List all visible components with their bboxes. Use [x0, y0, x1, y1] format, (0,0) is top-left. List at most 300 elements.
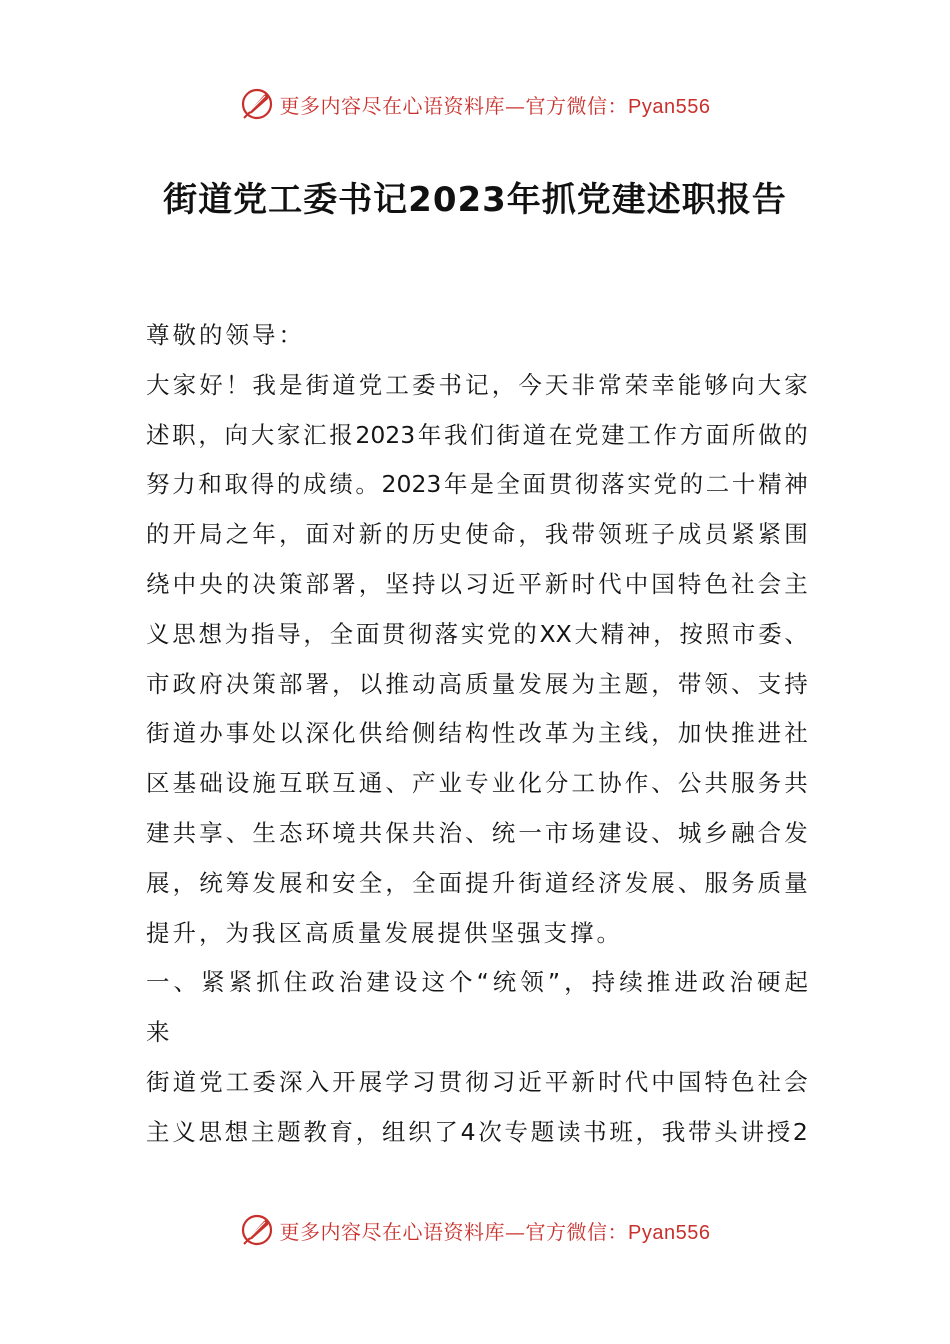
glyph: 神: [784, 470, 808, 499]
glyph: 供: [358, 719, 383, 748]
glyph: 中: [651, 1067, 675, 1096]
glyph: 委: [758, 619, 782, 648]
glyph: 题: [624, 669, 649, 698]
glyph: 织: [408, 1117, 432, 1146]
glyph: 们: [470, 420, 494, 449]
glyph: 升: [491, 868, 516, 897]
glyph: 协: [598, 769, 622, 798]
glyph: 决: [252, 569, 276, 598]
glyph: 道: [172, 719, 197, 748]
glyph: 个: [449, 968, 473, 997]
glyph: 社: [784, 719, 808, 748]
glyph: 力: [172, 470, 196, 499]
glyph: 时: [598, 1067, 622, 1096]
glyph: ，: [172, 868, 197, 897]
glyph: 工: [571, 769, 595, 798]
glyph: 发: [624, 868, 649, 897]
glyph: 互: [332, 769, 356, 798]
glyph: 署: [305, 669, 330, 698]
glyph: 史: [438, 520, 463, 549]
glyph: 全: [329, 619, 354, 648]
glyph: 处: [252, 719, 276, 748]
glyph: ，: [651, 719, 675, 748]
glyph: 中: [172, 569, 197, 598]
glyph: 主: [598, 719, 622, 748]
footer-banner-text: [280, 1216, 711, 1245]
quill-logo-icon: [240, 1213, 274, 1247]
glyph: 我: [444, 420, 468, 449]
glyph: 务: [731, 868, 755, 897]
glyph: 非: [571, 370, 595, 399]
glyph: 今: [518, 370, 542, 399]
glyph: 面: [522, 470, 547, 499]
glyph: 、: [173, 968, 198, 997]
body-line: [146, 709, 808, 759]
glyph: 年: [444, 470, 468, 499]
glyph: 一: [146, 968, 170, 997]
glyph: 这: [421, 968, 445, 997]
glyph: 义: [172, 1117, 196, 1146]
glyph: 落: [601, 470, 625, 499]
glyph: 道: [522, 420, 547, 449]
glyph: 习: [491, 1067, 516, 1096]
glyph: 化: [518, 769, 542, 798]
glyph: 领: [520, 968, 544, 997]
glyph: 面: [705, 420, 730, 449]
glyph: ，: [635, 1117, 660, 1146]
glyph: 记: [465, 370, 489, 399]
glyph: 十: [731, 470, 756, 499]
glyph: “: [476, 968, 489, 997]
glyph: 为: [571, 669, 595, 698]
glyph: 道: [544, 868, 569, 897]
glyph: 署: [332, 569, 356, 598]
glyph: ，: [303, 619, 327, 648]
glyph: 精: [758, 470, 782, 499]
glyph: 员: [704, 520, 728, 549]
glyph: 按: [679, 619, 703, 648]
glyph: 发: [784, 818, 808, 847]
glyph: 天: [544, 370, 569, 399]
glyph: 全: [411, 868, 436, 897]
glyph: 部: [305, 569, 330, 598]
glyph: 指: [250, 619, 275, 648]
glyph: ，: [198, 420, 222, 449]
glyph: 紧: [201, 968, 225, 997]
glyph: 次: [478, 1117, 502, 1146]
glyph: 贯: [438, 1067, 463, 1096]
glyph: 之: [225, 520, 250, 549]
glyph: 持: [591, 968, 616, 997]
glyph: 支: [757, 669, 782, 698]
glyph: 侧: [411, 719, 436, 748]
glyph: 工: [225, 1067, 250, 1096]
glyph: 设: [225, 769, 250, 798]
glyph: 对: [332, 520, 356, 549]
glyph: 实: [460, 619, 485, 648]
glyph: 市: [146, 669, 170, 698]
glyph: 、: [784, 619, 808, 648]
glyph: 组: [381, 1117, 406, 1146]
glyph: 成: [677, 520, 702, 549]
glyph: 专: [465, 769, 489, 798]
glyph: 委: [252, 1067, 276, 1096]
glyph: 进: [674, 968, 698, 997]
glyph: 方: [679, 420, 704, 449]
glyph: 政: [172, 669, 197, 698]
glyph: 道: [172, 1067, 197, 1096]
glyph: 保: [385, 818, 409, 847]
glyph: 量: [784, 868, 808, 897]
glyph: 、: [651, 818, 675, 847]
glyph: 展: [358, 1067, 383, 1096]
glyph: 提: [465, 868, 489, 897]
glyph: 向: [224, 420, 249, 449]
header-banner-cn: 更多内容尽在心语资料库—官方微信：: [279, 93, 629, 118]
glyph: 以: [438, 569, 463, 598]
glyph: 展: [651, 868, 675, 897]
glyph: 色: [704, 569, 728, 598]
glyph: 题: [277, 1117, 301, 1146]
glyph: 面: [305, 520, 330, 549]
glyph: 是: [278, 370, 303, 399]
glyph: 施: [252, 769, 276, 798]
glyph: 国: [677, 1067, 702, 1096]
glyph: 济: [598, 868, 622, 897]
glyph: 家: [784, 370, 808, 399]
glyph: 统: [492, 968, 517, 997]
glyph: 续: [619, 968, 643, 997]
glyph: 为: [224, 619, 249, 648]
glyph: 革: [544, 719, 569, 748]
glyph: 作: [653, 420, 677, 449]
glyph: 主: [598, 669, 622, 698]
body-line: [146, 460, 808, 510]
body-line: [146, 1058, 808, 1108]
glyph: 建: [601, 420, 625, 449]
glyph: 平: [518, 569, 542, 598]
glyph: 政: [311, 968, 335, 997]
glyph: 、: [651, 769, 675, 798]
glyph: 事: [225, 719, 250, 748]
glyph: 委: [411, 370, 436, 399]
glyph: 发: [252, 868, 276, 897]
glyph: 业: [491, 769, 516, 798]
glyph: 贯: [548, 470, 573, 499]
glyph: 安: [332, 868, 356, 897]
glyph: 质: [465, 669, 489, 698]
glyph: 生: [252, 818, 276, 847]
glyph: 彻: [465, 1067, 489, 1096]
glyph: 政: [701, 968, 726, 997]
body-line: [146, 759, 808, 809]
document-body: [146, 311, 808, 1158]
glyph: 进: [757, 719, 782, 748]
glyph: 我: [544, 520, 569, 549]
glyph: 办: [199, 719, 223, 748]
glyph: 加: [677, 719, 702, 748]
glyph: 动: [411, 669, 436, 698]
glyph: 我: [661, 1117, 686, 1146]
glyph: 街: [518, 868, 542, 897]
glyph: 的: [225, 569, 250, 598]
quill-logo-icon: [240, 87, 274, 121]
body-line: [146, 859, 808, 909]
glyph: 紧: [757, 520, 782, 549]
glyph: 统: [491, 818, 516, 847]
glyph: 国: [651, 569, 675, 598]
glyph: ”: [547, 968, 561, 997]
glyph: 成: [303, 470, 327, 499]
glyph: 我: [252, 370, 276, 399]
glyph: 荣: [624, 370, 649, 399]
glyph: 和: [198, 470, 222, 499]
glyph: 近: [491, 569, 516, 598]
footer-banner-wechat-id: Pyan556: [628, 1221, 711, 1244]
glyph: 构: [465, 719, 489, 748]
glyph: 得: [250, 470, 275, 499]
glyph: 社: [731, 569, 755, 598]
glyph: 筹: [225, 868, 250, 897]
glyph: 够: [704, 370, 728, 399]
glyph: 态: [278, 818, 303, 847]
glyph: 合: [757, 818, 782, 847]
glyph: 业: [438, 769, 463, 798]
glyph: 绩: [329, 470, 353, 499]
glyph: 享: [199, 818, 223, 847]
glyph: 街: [305, 370, 330, 399]
glyph: 全: [496, 470, 520, 499]
glyph: 策: [252, 669, 276, 698]
glyph: 取: [224, 470, 249, 499]
glyph: 府: [199, 669, 223, 698]
glyph: 全: [358, 868, 383, 897]
glyph: 主: [146, 1117, 170, 1146]
glyph: 、: [385, 769, 409, 798]
glyph: 推: [731, 719, 755, 748]
glyph: 在: [548, 420, 573, 449]
glyph: 党: [574, 420, 599, 449]
glyph: 面: [438, 868, 463, 897]
glyph: 快: [704, 719, 728, 748]
glyph: ，: [491, 370, 516, 399]
glyph: 神: [626, 619, 651, 648]
glyph: 社: [757, 1067, 782, 1096]
glyph: 落: [434, 619, 459, 648]
glyph: 新: [544, 569, 569, 598]
glyph: 抓: [256, 968, 280, 997]
glyph: 务: [757, 769, 782, 798]
glyph: 班: [609, 1117, 633, 1146]
glyph: 城: [677, 818, 702, 847]
footer-banner: [0, 1212, 950, 1248]
glyph: ，: [651, 669, 675, 698]
glyph: 统: [199, 868, 223, 897]
glyph: 报: [329, 420, 353, 449]
glyph: 一: [518, 818, 542, 847]
body-line: [146, 809, 808, 859]
glyph: 中: [624, 569, 649, 598]
document-title: 街道党工委书记2023年抓党建述职报告: [163, 180, 787, 220]
glyph: 贯: [382, 619, 406, 648]
glyph: 带: [688, 1117, 712, 1146]
body-line: [146, 510, 808, 560]
body-line: [146, 1108, 808, 1158]
glyph: 量: [491, 669, 516, 698]
glyph: 2023: [381, 470, 442, 499]
glyph: 线: [624, 719, 649, 748]
glyph: 市: [731, 619, 756, 648]
glyph: 主: [250, 1117, 275, 1146]
body-line: 提升，为我区高质量发展提供坚强支撑。: [146, 918, 623, 947]
glyph: 为: [571, 719, 595, 748]
body-line: [146, 660, 808, 710]
glyph: ，: [385, 868, 409, 897]
glyph: 照: [705, 619, 730, 648]
glyph: 实: [627, 470, 651, 499]
glyph: 大: [757, 370, 782, 399]
glyph: 决: [225, 669, 250, 698]
glyph: 和: [305, 868, 330, 897]
glyph: 大: [574, 619, 598, 648]
glyph: 深: [305, 719, 330, 748]
glyph: 展: [146, 868, 170, 897]
glyph: 公: [677, 769, 702, 798]
glyph: 色: [731, 1067, 755, 1096]
glyph: 区: [146, 769, 170, 798]
glyph: 班: [624, 520, 649, 549]
glyph: 共: [784, 769, 808, 798]
glyph: 部: [278, 669, 303, 698]
glyph: 、: [731, 669, 755, 698]
glyph: 习: [411, 1067, 436, 1096]
glyph: 策: [278, 569, 303, 598]
glyph: 性: [491, 719, 516, 748]
glyph: 头: [714, 1117, 738, 1146]
glyph: ，: [278, 520, 303, 549]
glyph: 的: [146, 520, 170, 549]
glyph: 、: [677, 868, 702, 897]
glyph: 建: [366, 968, 390, 997]
glyph: 义: [146, 619, 170, 648]
glyph: 融: [731, 818, 755, 847]
glyph: ，: [358, 569, 383, 598]
glyph: 新: [571, 1067, 595, 1096]
glyph: 使: [465, 520, 489, 549]
salutation: 尊敬的领导：: [146, 321, 305, 349]
glyph: ，: [355, 1117, 380, 1146]
glyph: 思: [172, 619, 196, 648]
section-heading-line: [146, 958, 808, 1008]
glyph: 分: [544, 769, 569, 798]
glyph: 给: [385, 719, 409, 748]
glyph: 产: [411, 769, 436, 798]
glyph: 的: [784, 420, 808, 449]
glyph: ，: [332, 669, 356, 698]
glyph: 家: [172, 370, 197, 399]
glyph: 共: [358, 818, 383, 847]
header-banner-wechat-id: Pyan556: [628, 95, 711, 118]
glyph: 家: [276, 420, 301, 449]
glyph: 讲: [740, 1117, 764, 1146]
glyph: 读: [556, 1117, 581, 1146]
glyph: 深: [278, 1067, 303, 1096]
glyph: 努: [146, 470, 170, 499]
glyph: 彻: [408, 619, 432, 648]
glyph: 乡: [704, 818, 728, 847]
glyph: 坚: [385, 569, 409, 598]
header-banner-text: [280, 90, 711, 119]
glyph: 面: [355, 619, 380, 648]
glyph: 治: [729, 968, 753, 997]
glyph: 育: [329, 1117, 354, 1146]
glyph: 代: [624, 1067, 649, 1096]
glyph: 主: [784, 569, 808, 598]
glyph: 带: [677, 669, 702, 698]
glyph: 特: [704, 1067, 728, 1096]
glyph: 书: [438, 370, 463, 399]
glyph: 想: [224, 1117, 249, 1146]
glyph: 代: [598, 569, 622, 598]
glyph: 特: [677, 569, 702, 598]
glyph: 开: [172, 520, 197, 549]
glyph: 精: [600, 619, 625, 648]
glyph: 绕: [146, 569, 170, 598]
glyph: 设: [624, 818, 649, 847]
glyph: 带: [571, 520, 595, 549]
glyph: 专: [504, 1117, 529, 1146]
glyph: 治: [438, 818, 463, 847]
glyph: 党: [199, 1067, 223, 1096]
glyph: 持: [411, 569, 436, 598]
glyph: 2: [792, 1117, 808, 1146]
glyph: 会: [784, 1067, 808, 1096]
glyph: 展: [544, 669, 569, 698]
glyph: 建: [146, 818, 170, 847]
glyph: 好: [199, 370, 223, 399]
glyph: 经: [571, 868, 595, 897]
glyph: 述: [146, 420, 170, 449]
glyph: 持: [784, 669, 808, 698]
glyph: 教: [303, 1117, 327, 1146]
glyph: 环: [305, 818, 330, 847]
section-heading-line: 来: [146, 1018, 173, 1047]
glyph: 互: [278, 769, 303, 798]
glyph: 硬: [756, 968, 781, 997]
glyph: 建: [598, 818, 622, 847]
glyph: 向: [731, 370, 755, 399]
glyph: 历: [411, 520, 436, 549]
glyph: 党: [358, 370, 383, 399]
glyph: 推: [385, 669, 409, 698]
glyph: 场: [571, 818, 595, 847]
glyph: 习: [465, 569, 489, 598]
glyph: 是: [470, 470, 494, 499]
glyph: 通: [358, 769, 383, 798]
glyph: 4: [460, 1117, 476, 1146]
glyph: 命: [491, 520, 516, 549]
glyph: ，: [518, 520, 542, 549]
glyph: 彻: [574, 470, 599, 499]
glyph: 常: [598, 370, 622, 399]
glyph: 职: [172, 420, 196, 449]
glyph: 做: [758, 420, 782, 449]
glyph: 服: [704, 868, 728, 897]
glyph: 。: [355, 470, 379, 499]
glyph: 化: [332, 719, 356, 748]
body-line: [146, 610, 808, 660]
body-line: [146, 560, 808, 610]
